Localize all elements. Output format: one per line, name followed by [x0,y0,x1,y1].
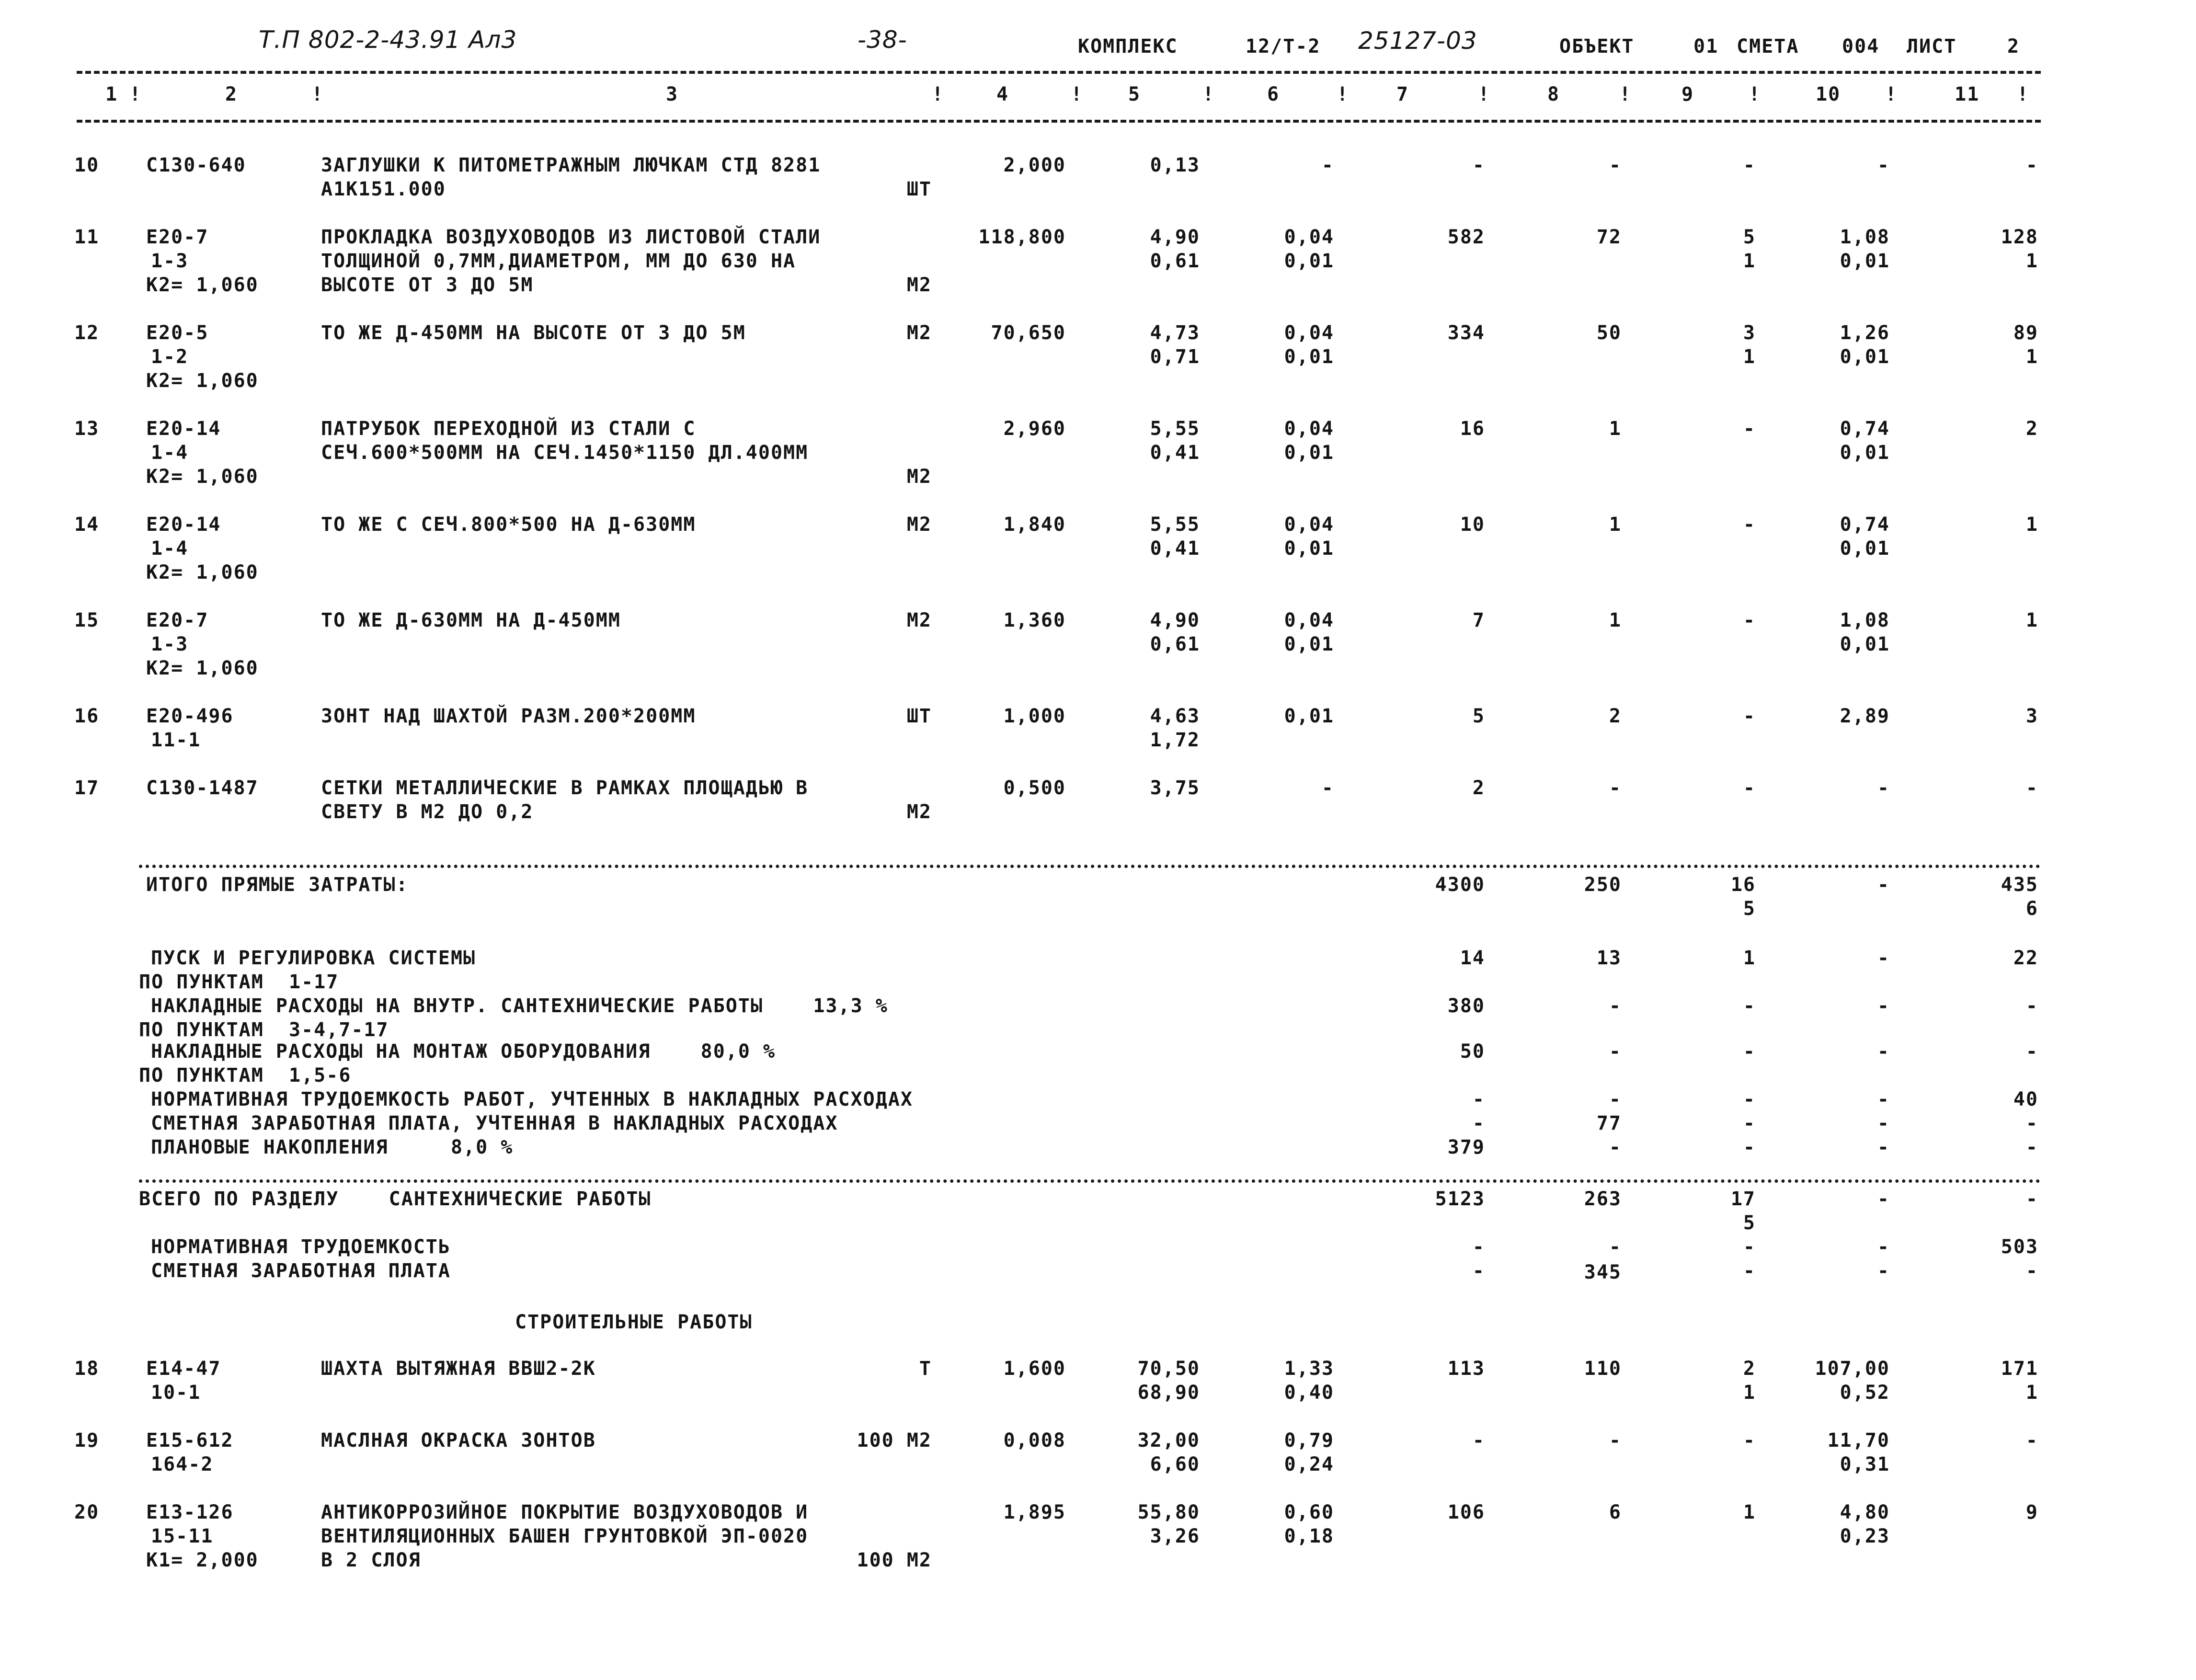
direct-costs-col-11: 6 [2025,898,2038,920]
column-separator: ! [1478,83,1491,105]
resource-code: К2= 1,060 [146,274,259,296]
work-description: ВЕНТИЛЯЦИОННЫХ БАШЕН ГРУНТОВКОЙ ЭП-0020 [321,1525,809,1547]
work-description: ПРОКЛАДКА ВОЗДУХОВОДОВ ИЗ ЛИСТОВОЙ СТАЛИ [321,226,821,248]
col-10-value: 2,89 [1840,705,1890,727]
dotted-rule [139,865,2041,868]
row-number: 10 [74,154,100,176]
col-10-value: 0,74 [1840,514,1890,536]
overhead-col-11: 22 [2013,947,2038,969]
col-9-value: - [1743,777,1756,799]
sheet-value: 2 [2007,35,2020,57]
resource-code: Е20-496 [146,705,234,727]
complex-handwritten: 25127-03 [1358,27,1477,55]
resource-code: Е20-14 [146,514,221,536]
column-separator: ! [129,83,142,105]
quantity: 70,650 [991,322,1066,344]
col-11-value: 1 [2025,609,2038,631]
unit: М2 [906,609,932,631]
dotted-rule [139,1179,2041,1183]
work-description: МАСЛНАЯ ОКРАСКА ЗОНТОВ [321,1429,596,1451]
col-5-value: 6,60 [1150,1453,1200,1475]
quantity: 1,360 [1003,609,1066,631]
row-number: 19 [74,1429,100,1451]
column-separator: ! [311,83,324,105]
overhead-col-10: - [1877,1040,1890,1063]
overhead-label: ПО ПУНКТАМ 1-17 [139,971,339,993]
col-11-value: 1 [2025,514,2038,536]
direct-costs-col-10: - [1877,874,1890,896]
work-description: АНТИКОРРОЗИЙНОЕ ПОКРЫТИЕ ВОЗДУХОВОДОВ И [321,1501,809,1523]
direct-costs-label: ИТОГО ПРЯМЫЕ ЗАТРАТЫ: [146,874,409,896]
unit: М2 [906,466,932,488]
col-5-value: 70,50 [1137,1358,1200,1380]
row-number: 18 [74,1358,100,1380]
column-number-11: 11 [1955,83,1980,105]
col-10-value: 0,23 [1840,1525,1890,1547]
col-5-value: 0,61 [1150,633,1200,655]
resource-code: С130-1487 [146,777,259,799]
section-total-col-8: 263 [1584,1188,1622,1210]
col-7-value: 7 [1472,609,1485,631]
work-description: ЗАГЛУШКИ К ПИТОМЕТРАЖНЫМ ЛЮЧКАМ СТД 8281 [321,154,821,176]
quantity: 118,800 [978,226,1066,248]
col-10-value: 0,52 [1840,1382,1890,1404]
unit: М2 [906,274,932,296]
col-5-value: 68,90 [1137,1382,1200,1404]
col-10-value: 1,26 [1840,322,1890,344]
overhead-label: СМЕТНАЯ ЗАРАБОТНАЯ ПЛАТА, УЧТЕННАЯ В НАКЛАДНЫХ РАСХОДАХ [151,1112,838,1134]
overhead-col-9: - [1743,1112,1756,1134]
col-5-value: 4,73 [1150,322,1200,344]
resource-code: К2= 1,060 [146,561,259,583]
row-number: 16 [74,705,100,727]
overhead-col-8: - [1609,1088,1622,1110]
row-number: 13 [74,418,100,440]
column-separator: ! [1202,83,1215,105]
column-number-7: 7 [1396,83,1409,105]
col-5-value: 4,90 [1150,609,1200,631]
overhead-col-9: - [1743,1088,1756,1110]
overhead-col-8: - [1609,1040,1622,1063]
col-8-value: 110 [1584,1358,1622,1380]
quantity: 0,008 [1003,1429,1066,1451]
col-6-value: 0,04 [1284,226,1334,248]
col-9-value: 1 [1743,346,1756,368]
resource-code: 1-4 [151,537,189,560]
overhead-col-11: - [2025,1112,2038,1134]
direct-costs-col-9: 16 [1730,874,1756,896]
overhead-col-8: 13 [1596,947,1622,969]
overhead-col-10: - [1877,1088,1890,1110]
col-10-value: 0,01 [1840,633,1890,655]
direct-costs-col-9: 5 [1743,898,1756,920]
col-8-value: 1 [1609,418,1622,440]
col-6-value: 0,04 [1284,514,1334,536]
resource-code: 1-3 [151,250,189,272]
col-10-value: - [1877,154,1890,176]
col-11-value: - [2025,777,2038,799]
col-10-value: 107,00 [1815,1358,1890,1380]
work-description: В 2 СЛОЯ [321,1549,421,1571]
col-7-value: 582 [1447,226,1485,248]
section-total-col-10: - [1877,1188,1890,1210]
work-description: СВЕТУ В М2 ДО 0,2 [321,801,534,823]
overhead-col-10: - [1877,995,1890,1017]
row-number: 12 [74,322,100,344]
col-8-value: 6 [1609,1501,1622,1523]
row-number: 17 [74,777,100,799]
col-8-value: 2 [1609,705,1622,727]
col-6-value: 0,01 [1284,633,1334,655]
col-9-value: - [1743,154,1756,176]
work-description: ТО ЖЕ С СЕЧ.800*500 НА Д-630ММ [321,514,696,536]
col-10-value: 4,80 [1840,1501,1890,1523]
section-title: СТРОИТЕЛЬНЫЕ РАБОТЫ [515,1311,753,1333]
col-10-value: 1,08 [1840,226,1890,248]
col-11-value: 128 [2001,226,2038,248]
unit: ШТ [906,178,932,200]
unit: Т [919,1358,932,1380]
sheet-label: ЛИСТ [1907,35,1957,57]
col-6-value: - [1321,154,1334,176]
unit: М2 [906,322,932,344]
resource-code: 11-1 [151,729,201,751]
overhead-col-11: 40 [2013,1088,2038,1110]
col-9-value: 1 [1743,1382,1756,1404]
column-number-3: 3 [666,83,679,105]
resource-code: Е13-126 [146,1501,234,1523]
overhead-label: ПЛАНОВЫЕ НАКОПЛЕНИЯ 8,0 % [151,1136,514,1158]
col-8-value: - [1609,777,1622,799]
work-description: ШАХТА ВЫТЯЖНАЯ ВВШ2-2К [321,1358,596,1380]
col-6-value: 0,01 [1284,250,1334,272]
direct-costs-col-7: 4300 [1435,874,1485,896]
col-6-value: 1,33 [1284,1358,1334,1380]
col-5-value: 3,26 [1150,1525,1200,1547]
col-11-value: - [2025,154,2038,176]
work-description: ТО ЖЕ Д-450ММ НА ВЫСОТЕ ОТ 3 ДО 5М [321,322,746,344]
col-5-value: 3,75 [1150,777,1200,799]
col-5-value: 4,90 [1150,226,1200,248]
col-10-value: 0,74 [1840,418,1890,440]
col-9-value: - [1743,1429,1756,1451]
col-10-value: 0,01 [1840,346,1890,368]
resource-code: 15-11 [151,1525,214,1547]
col-11-value: 9 [2025,1501,2038,1523]
col-5-value: 0,41 [1150,442,1200,464]
column-number-1: 1 [105,83,118,105]
col-10-value: 11,70 [1827,1429,1890,1451]
resource-code: Е20-14 [146,418,221,440]
work-description: А1К151.000 [321,178,446,200]
resource-code: С130-640 [146,154,246,176]
col-7-value: 2 [1472,777,1485,799]
page-number: -38- [858,26,907,54]
work-description: ТО ЖЕ Д-630ММ НА Д-450ММ [321,609,621,631]
column-separator: ! [2017,83,2030,105]
labor-col-10: - [1877,1260,1890,1282]
resource-code: 1-4 [151,442,189,464]
column-number-4: 4 [996,83,1009,105]
labor-col-9: - [1743,1236,1756,1258]
col-7-value: 334 [1447,322,1485,344]
column-separator: ! [1337,83,1350,105]
col-6-value: 0,01 [1284,346,1334,368]
overhead-col-9: - [1743,1136,1756,1158]
unit: М2 [906,514,932,536]
quantity: 2,960 [1003,418,1066,440]
quantity: 1,600 [1003,1358,1066,1380]
col-10-value: - [1877,777,1890,799]
col-11-value: 2 [2025,418,2038,440]
col-7-value: - [1472,154,1485,176]
col-7-value: 113 [1447,1358,1485,1380]
col-11-value: 171 [2001,1358,2038,1380]
column-separator: ! [1619,83,1632,105]
col-6-value: 0,04 [1284,609,1334,631]
col-8-value: 1 [1609,514,1622,536]
labor-col-11: - [2025,1260,2038,1282]
work-description: СЕТКИ МЕТАЛЛИЧЕСКИЕ В РАМКАХ ПЛОЩАДЬЮ В [321,777,809,799]
col-5-value: 0,41 [1150,537,1200,560]
col-8-value: 50 [1596,322,1622,344]
section-total-col-9: 17 [1730,1188,1756,1210]
work-description: ТОЛЩИНОЙ 0,7ММ,ДИАМЕТРОМ, ММ ДО 630 НА [321,250,796,272]
col-8-value: 72 [1596,226,1622,248]
overhead-col-9: 1 [1743,947,1756,969]
col-9-value: - [1743,705,1756,727]
overhead-label: ПУСК И РЕГУЛИРОВКА СИСТЕМЫ [151,947,476,969]
col-8-value: 1 [1609,609,1622,631]
quantity: 1,000 [1003,705,1066,727]
row-number: 14 [74,514,100,536]
overhead-label: ПО ПУНКТАМ 1,5-6 [139,1064,352,1086]
work-description: ЗОНТ НАД ШАХТОЙ РАЗМ.200*200ММ [321,705,696,727]
overhead-col-8: 77 [1596,1112,1622,1134]
col-6-value: 0,24 [1284,1453,1334,1475]
col-11-value: 1 [2025,250,2038,272]
col-9-value: 1 [1743,250,1756,272]
col-9-value: - [1743,418,1756,440]
overhead-col-11: - [2025,995,2038,1017]
overhead-col-7: - [1472,1112,1485,1134]
overhead-col-7: 50 [1460,1040,1485,1063]
col-6-value: 0,79 [1284,1429,1334,1451]
overhead-col-10: - [1877,1136,1890,1158]
col-11-value: 3 [2025,705,2038,727]
overhead-col-11: - [2025,1040,2038,1063]
direct-costs-col-11: 435 [2001,874,2038,896]
header-rule-bottom [77,120,2041,123]
resource-code: К2= 1,060 [146,657,259,679]
overhead-col-7: 14 [1460,947,1485,969]
column-separator: ! [1071,83,1084,105]
object-label: ОБЪЕКТ [1559,35,1635,57]
col-7-value: 5 [1472,705,1485,727]
quantity: 0,500 [1003,777,1066,799]
section-total-col-11: - [2025,1188,2038,1210]
col-11-value: 1 [2025,1382,2038,1404]
object-value: 01 [1693,35,1719,57]
labor-col-11: 503 [2001,1236,2038,1258]
work-description: СЕЧ.600*500ММ НА СЕЧ.1450*1150 ДЛ.400ММ [321,442,809,464]
quantity: 1,840 [1003,514,1066,536]
col-11-value: 1 [2025,346,2038,368]
overhead-col-7: 379 [1447,1136,1485,1158]
resource-code: 1-2 [151,346,189,368]
column-number-2: 2 [225,83,238,105]
col-5-value: 0,71 [1150,346,1200,368]
col-6-value: 0,04 [1284,418,1334,440]
resource-code: Е14-47 [146,1358,221,1380]
overhead-label: НАКЛАДНЫЕ РАСХОДЫ НА МОНТАЖ ОБОРУДОВАНИЯ 80,0 % [151,1040,776,1063]
labor-col-8: 345 [1584,1261,1622,1283]
quantity: 1,895 [1003,1501,1066,1523]
col-10-value: 0,01 [1840,442,1890,464]
col-8-value: - [1609,154,1622,176]
labor-col-7: - [1472,1260,1485,1282]
col-5-value: 0,61 [1150,250,1200,272]
overhead-col-7: 380 [1447,995,1485,1017]
column-number-6: 6 [1267,83,1280,105]
column-number-5: 5 [1128,83,1141,105]
labor-col-8: - [1609,1236,1622,1258]
overhead-label: ПО ПУНКТАМ 3-4,7-17 [139,1019,389,1041]
col-9-value: 5 [1743,226,1756,248]
resource-code: К2= 1,060 [146,466,259,488]
resource-code: Е20-7 [146,226,209,248]
col-5-value: 0,13 [1150,154,1200,176]
resource-code: Е20-7 [146,609,209,631]
column-separator: ! [1885,83,1898,105]
unit: 100 М2 [857,1549,932,1571]
col-10-value: 0,01 [1840,250,1890,272]
resource-code: 10-1 [151,1382,201,1404]
overhead-col-10: - [1877,1112,1890,1134]
column-number-8: 8 [1547,83,1560,105]
resource-code: 1-3 [151,633,189,655]
overhead-col-9: - [1743,1040,1756,1063]
col-7-value: 10 [1460,514,1485,536]
col-6-value: 0,01 [1284,442,1334,464]
work-description: ВЫСОТЕ ОТ 3 ДО 5М [321,274,534,296]
col-5-value: 1,72 [1150,729,1200,751]
column-number-10: 10 [1816,83,1841,105]
col-9-value: - [1743,514,1756,536]
quantity: 2,000 [1003,154,1066,176]
overhead-col-9: - [1743,995,1756,1017]
row-number: 15 [74,609,100,631]
col-11-value: 89 [2013,322,2038,344]
col-5-value: 4,63 [1150,705,1200,727]
section-total-label: ВСЕГО ПО РАЗДЕЛУ САНТЕХНИЧЕСКИЕ РАБОТЫ [139,1188,652,1210]
column-separator: ! [932,83,945,105]
col-9-value: - [1743,609,1756,631]
col-10-value: 0,31 [1840,1453,1890,1475]
col-5-value: 5,55 [1150,418,1200,440]
labor-label: СМЕТНАЯ ЗАРАБОТНАЯ ПЛАТА [151,1260,451,1282]
col-10-value: 0,01 [1840,537,1890,560]
labor-col-10: - [1877,1236,1890,1258]
col-7-value: 16 [1460,418,1485,440]
overhead-col-8: - [1609,995,1622,1017]
unit: ШТ [906,705,932,727]
col-6-value: 0,01 [1284,705,1334,727]
overhead-col-7: - [1472,1088,1485,1110]
col-7-value: 106 [1447,1501,1485,1523]
resource-code: К1= 2,000 [146,1549,259,1571]
unit: М2 [906,801,932,823]
col-11-value: - [2025,1429,2038,1451]
col-7-value: - [1472,1429,1485,1451]
labor-col-7: - [1472,1236,1485,1258]
col-6-value: 0,40 [1284,1382,1334,1404]
resource-code: К2= 1,060 [146,370,259,392]
direct-costs-col-8: 250 [1584,874,1622,896]
estimate-label: СМЕТА [1737,35,1799,57]
col-6-value: 0,60 [1284,1501,1334,1523]
col-5-value: 32,00 [1137,1429,1200,1451]
overhead-label: НАКЛАДНЫЕ РАСХОДЫ НА ВНУТР. САНТЕХНИЧЕСКИЕ РАБОТЫ 13,3 % [151,995,888,1017]
estimate-value: 004 [1842,35,1880,57]
overhead-label: НОРМАТИВНАЯ ТРУДОЕМКОСТЬ РАБОТ, УЧТЕННЫХ В НАКЛАДНЫХ РАСХОДАХ [151,1088,914,1110]
col-10-value: 1,08 [1840,609,1890,631]
col-9-value: 2 [1743,1358,1756,1380]
work-description: ПАТРУБОК ПЕРЕХОДНОЙ ИЗ СТАЛИ С [321,418,696,440]
resource-code: Е15-612 [146,1429,234,1451]
col-5-value: 5,55 [1150,514,1200,536]
col-5-value: 55,80 [1137,1501,1200,1523]
col-6-value: 0,18 [1284,1525,1334,1547]
labor-col-9: - [1743,1260,1756,1282]
column-number-9: 9 [1681,83,1694,105]
col-8-value: - [1609,1429,1622,1451]
complex-value: 12/Т-2 [1246,35,1321,57]
complex-label: КОМПЛЕКС [1078,35,1178,57]
overhead-col-11: - [2025,1136,2038,1158]
unit: 100 М2 [857,1429,932,1451]
labor-label: НОРМАТИВНАЯ ТРУДОЕМКОСТЬ [151,1236,451,1258]
row-number: 11 [74,226,100,248]
section-total-col-9: 5 [1743,1212,1756,1234]
resource-code: Е20-5 [146,322,209,344]
header-rule-top [77,71,2041,74]
column-separator: ! [1749,83,1761,105]
row-number: 20 [74,1501,100,1523]
overhead-col-8: - [1609,1136,1622,1158]
col-6-value: 0,04 [1284,322,1334,344]
resource-code: 164-2 [151,1453,214,1475]
col-9-value: 3 [1743,322,1756,344]
doc-code: Т.П 802-2-43.91 Ал3 [259,26,517,54]
col-6-value: 0,01 [1284,537,1334,560]
col-6-value: - [1321,777,1334,799]
section-total-col-7: 5123 [1435,1188,1485,1210]
overhead-col-10: - [1877,947,1890,969]
col-9-value: 1 [1743,1501,1756,1523]
